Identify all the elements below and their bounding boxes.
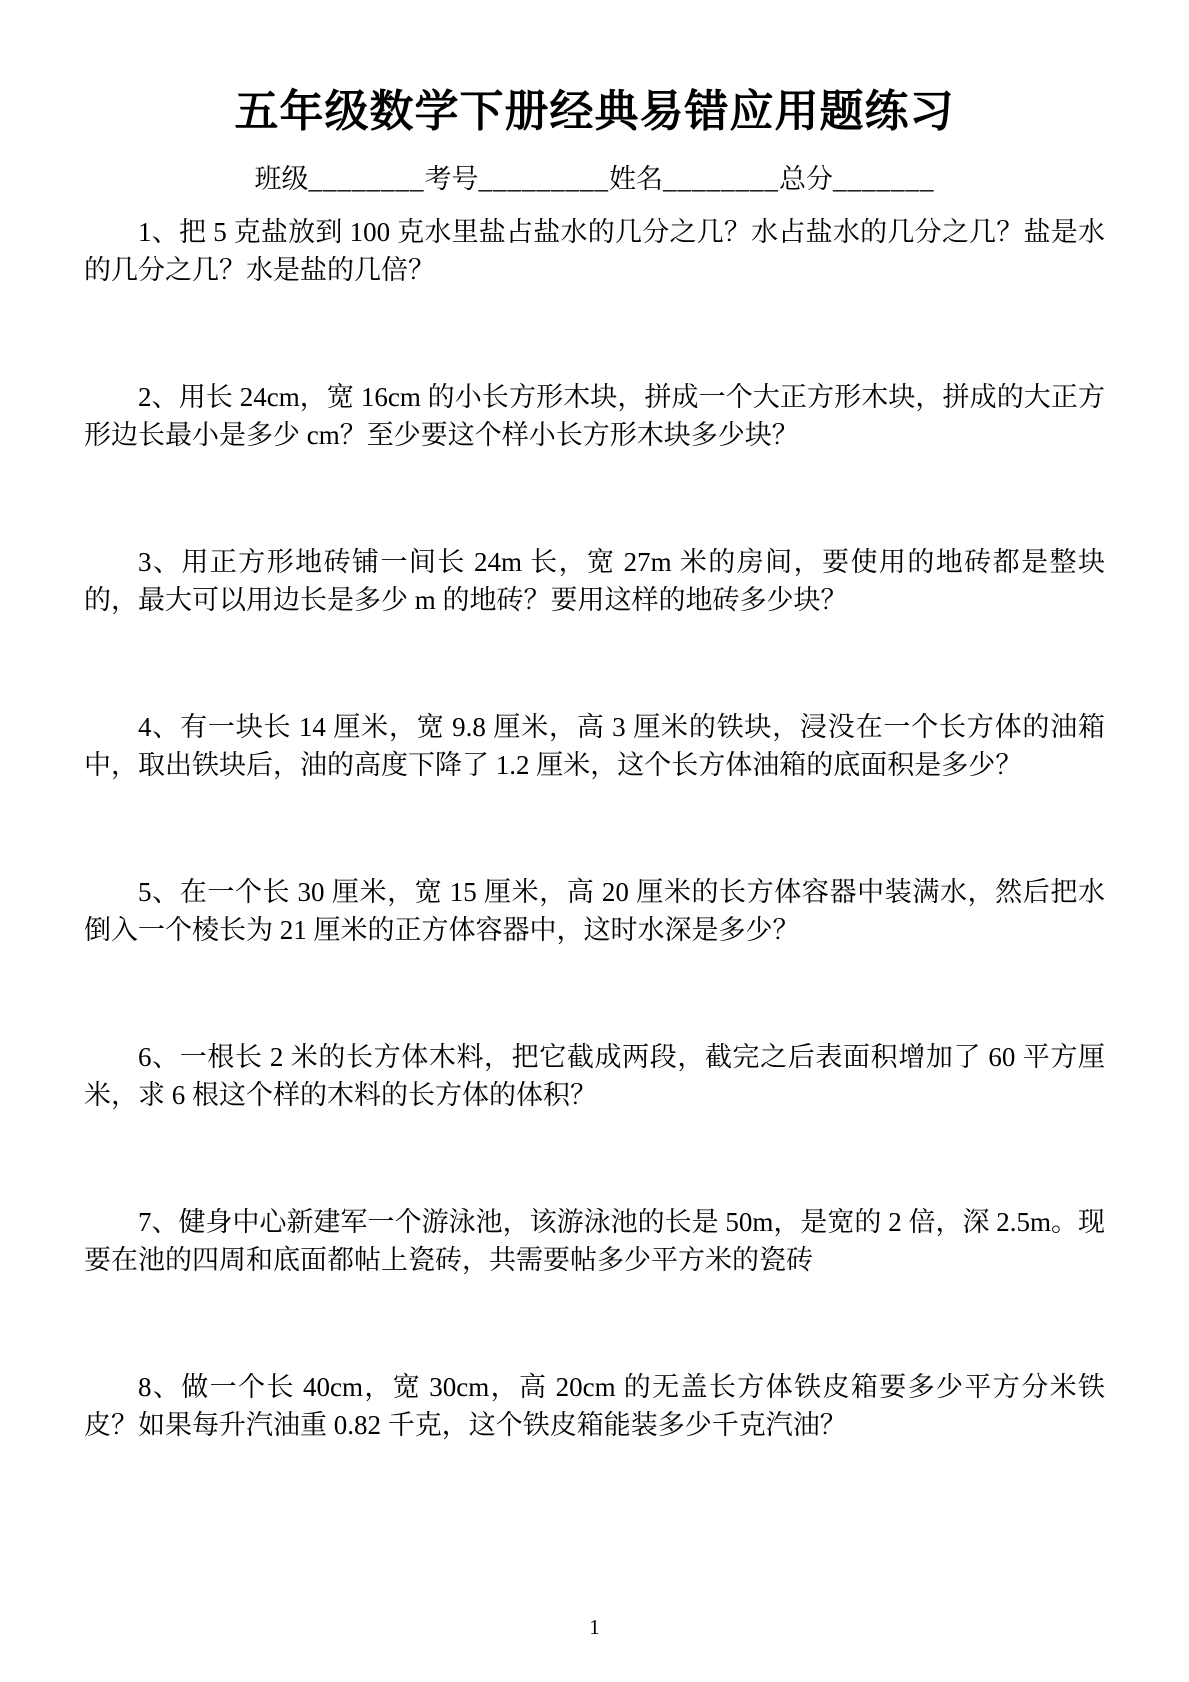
class-label: 班级 — [254, 163, 309, 194]
exam-number-blank-field: _________ — [478, 163, 609, 194]
name-blank-field: ________ — [663, 163, 779, 194]
question-3 — [84, 543, 1105, 708]
question-5-text: 5、在一个长 30 厘米，宽 15 厘米，高 20 厘米的长方体容器中装满水，然后把水倒入一个棱长为 21 厘米的正方体容器中，这时水深是多少？ — [84, 876, 1105, 945]
question-1-text: 1、把 5 克盐放到 100 克水里盐占盐水的几分之几？水占盐水的几分之几？盐是水的几分之几？水是盐的几倍？ — [84, 216, 1105, 285]
question-4 — [84, 708, 1105, 873]
question-7-text: 7、健身中心新建军一个游泳池，该游泳池的长是 50m，是宽的 2 倍，深 2.5m。现要在池的四周和底面都帖上瓷砖，共需要帖多少平方米的瓷砖 — [84, 1206, 1105, 1275]
question-3-text: 3、用正方形地砖铺一间长 24m 长，宽 27m 米的房间，要使用的地砖都是整块的，最大可以用边长是多少 m 的地砖？要用这样的地砖多少块？ — [84, 546, 1105, 615]
question-2-text: 2、用长 24cm，宽 16cm 的小长方形木块，拼成一个大正方形木块，拼成的大正方形边长最小是多少 cm？至少要这个样小长方形木块多少块？ — [84, 381, 1105, 450]
question-6 — [84, 1038, 1105, 1203]
class-blank-field: ________ — [308, 163, 425, 194]
student-info-line — [84, 161, 1105, 197]
question-5 — [84, 873, 1105, 1038]
question-7 — [84, 1203, 1105, 1368]
question-6-text: 6、一根长 2 米的长方体木料，把它截成两段，截完之后表面积增加了 60 平方厘米，求 6 根这个样的木料的长方体的体积？ — [84, 1041, 1105, 1110]
total-score-label: 总分 — [779, 163, 833, 194]
name-label: 姓名 — [609, 163, 663, 194]
question-8-text: 8、做一个长 40cm，宽 30cm，高 20cm 的无盖长方体铁皮箱要多少平方分米铁皮？如果每升汽油重 0.82 千克，这个铁皮箱能装多少千克汽油？ — [84, 1371, 1105, 1440]
question-8 — [84, 1368, 1105, 1533]
page-number: 1 — [589, 1615, 600, 1639]
exam-number-label: 考号 — [424, 163, 479, 194]
question-list — [84, 213, 1105, 1533]
question-2 — [84, 378, 1105, 543]
total-score-blank-field: _______ — [833, 163, 935, 194]
page-title: 五年级数学下册经典易错应用题练习 — [234, 87, 955, 136]
question-1 — [84, 213, 1105, 378]
question-4-text: 4、有一块长 14 厘米，宽 9.8 厘米，高 3 厘米的铁块，浸没在一个长方体的油箱中，取出铁块后，油的高度下降了 1.2 厘米，这个长方体油箱的底面积是多少？ — [84, 711, 1105, 780]
